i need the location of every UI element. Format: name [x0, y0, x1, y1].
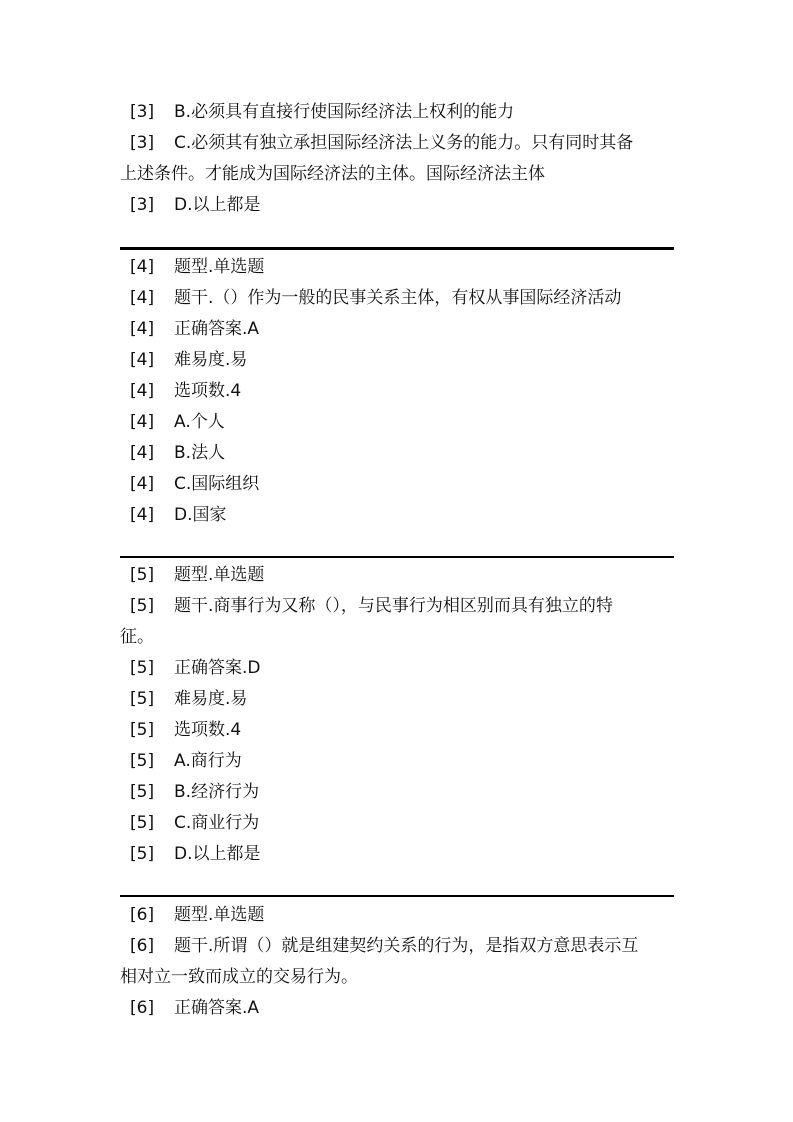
q3-tag: [3]	[130, 102, 155, 122]
q3-tag: [3]	[130, 133, 155, 153]
section-divider	[120, 556, 674, 558]
section-divider	[120, 247, 674, 250]
q3-tag: [3]	[130, 195, 155, 215]
section-divider	[120, 895, 674, 897]
document-page: [3] B.必须具有直接行使国际经济法上权利的能力 [3] C.必须其有独立承担国际经济法上义务的能力。只有同时其备 上述条件。才能成为国际经济法的主体。国际经济法主体 [3] D.以上都是 [4] 题型.单选题 [4] 题干.（）作为一般的民事关系主体，有权从事国际经济活动 [4] 正确答案.A [4] 难易度.易 [4] 选项数.4 [4] A.个人 [4] B.法人 [4] C.国际组织 [4] D.国家 [5] 题型.单选题 [5] 题干.商事行为又称（），与民事行为相区别而具有独立的特 征。 [5] 正确答案.D [5] 难易度.易 [5] 选项数.4 [5] A.商行为 [5] B.经济行为 [5] C.商业行为 [5] D.以上都是 [6] 题型.单选题 [6] 题干.所谓（）就是组建契约关系的行为，是指双方意思表示互 相对立一致而成立的交易行为。 [6] 正确答案.A	[0, 0, 793, 1122]
